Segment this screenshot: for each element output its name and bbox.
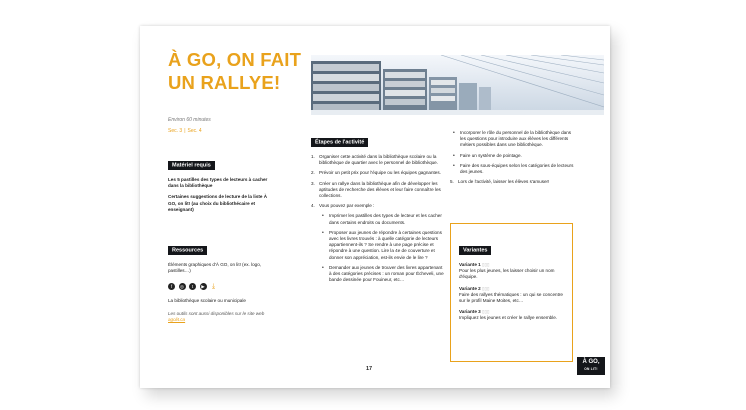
step-number: 3.	[311, 180, 315, 186]
download-icon[interactable]: ⤓	[211, 282, 216, 290]
step-number: 5.	[450, 179, 454, 185]
variant-title: Variante 3	[459, 309, 481, 315]
step-item	[311, 170, 445, 176]
variant-item	[459, 286, 567, 305]
twitter-icon[interactable]: t	[189, 283, 196, 290]
resources-label: Ressources	[168, 246, 207, 255]
page-number: 17	[366, 366, 373, 372]
variant-title: Variante 2	[459, 285, 481, 291]
level-tag: Sec. 4	[187, 128, 202, 134]
bullet: •	[453, 152, 455, 159]
logo-line: ON LIT!	[584, 367, 598, 371]
bullet: •	[322, 229, 324, 236]
step-number: 4.	[311, 203, 315, 209]
step-item	[450, 179, 574, 185]
bullet: •	[453, 162, 455, 169]
variant-text: Impliquez les jeunes et créer le rallye ensemble.	[459, 315, 558, 321]
steps-label: Étapes de l'activité	[311, 138, 368, 147]
bookmark-icon: ▯▯▯	[482, 309, 490, 315]
step-text: Vous pouvez par exemple :	[319, 203, 375, 209]
resource-item: La bibliothèque scolaire ou municipale	[168, 298, 246, 304]
steps-section	[311, 130, 445, 283]
sub-step-text: Imprimer les pastilles des types de lecteur et les cacher dans certains endroits ou documents.	[329, 213, 442, 225]
social-icons	[168, 277, 268, 295]
sub-step	[450, 130, 574, 149]
document-page	[140, 26, 610, 388]
bullet: •	[322, 264, 324, 271]
variant-text: Pour les plus jeunes, les laisser choisir un nom d'équipe.	[459, 268, 555, 280]
material-item: Certaines suggestions de lecture de la liste À GO, on lit! (au choix du bibliothécaire et enseignant)	[168, 194, 268, 212]
material-item: Les 5 pastilles des types de lecteurs à cacher dans la bibliothèque	[168, 177, 268, 189]
grade-levels	[168, 128, 202, 134]
activity-duration: Environ 60 minutes	[168, 117, 211, 123]
library-shelves-image	[311, 55, 604, 115]
bullet: •	[322, 213, 324, 220]
step-item	[311, 181, 445, 200]
variant-text: Faire des rallyes thématiques : un qui se concentre sur le profil Maine Moites, etc…	[459, 291, 563, 304]
sub-step	[450, 163, 574, 175]
variant-title: Variante 1	[459, 262, 481, 267]
instagram-icon[interactable]: ◎	[180, 283, 184, 289]
sub-step-text: Faire des sous-équipes selon les catégories de lecteurs des jeunes.	[460, 162, 574, 175]
step-text: Prévoir un petit prix pour l'équipe ou les équipes gagnantes.	[319, 170, 441, 176]
website-link[interactable]: agolit.ca	[168, 316, 186, 322]
sub-step	[319, 213, 445, 225]
variant-item	[459, 262, 567, 281]
sub-step	[319, 230, 445, 261]
sub-step-text: Proposer aux jeunes de répondre à certaines questions avec les livres trouvés : à quelle catégorie de lecteurs appartiennent-ils ? Se rendre à une page précise et répondre à une question. Lire la 4e de couverture et donner son appréciation, est-ils envie de le lire ?	[329, 229, 442, 260]
bullet: •	[453, 130, 455, 136]
materials-label: Matériel requis	[168, 161, 215, 170]
website-note-text: Les outils sont aussi disponibles sur le site web	[168, 310, 265, 316]
sub-step-text: Incorporer le rôle du personnel de la bibliothèque dans les questions pour introduire aux élèves les différents métiers possibles dans une bibliothèque.	[460, 130, 572, 148]
sub-step	[319, 265, 445, 284]
step-text: Organiser cette activité dans la bibliothèque scolaire ou la bibliothèque de quartier avec le personnel de bibliothèque.	[319, 154, 439, 166]
materials-section	[168, 153, 268, 213]
bookmark-icon: ▯▯▯	[482, 262, 490, 267]
step-number: 1.	[311, 154, 315, 159]
level-separator: |	[184, 128, 186, 134]
variants-label: Variantes	[459, 246, 491, 255]
level-tag: Sec. 3	[168, 128, 183, 134]
sub-step-text: Faire un système de pointage.	[460, 152, 522, 158]
resources-section	[168, 238, 268, 323]
variants-box	[450, 223, 573, 362]
library-photo	[311, 55, 604, 115]
step-text: Lors de l'activité, laisser les élèves s'amuser!	[458, 179, 550, 185]
website-note	[168, 311, 268, 323]
logo-line: À GO,	[582, 359, 600, 365]
step-text: Créer un rallye dans la bibliothèque afin de développer les aptitudes de recherche des élèves et leur faire connaître les collections.	[319, 180, 441, 199]
step-number: 2.	[311, 170, 315, 176]
bookmark-icon: ▯▯▯	[482, 285, 490, 291]
page-title: À GO, ON FAIT UN RALLYE!	[168, 49, 302, 93]
variant-item	[459, 309, 567, 321]
youtube-icon[interactable]: ▶	[201, 283, 205, 289]
step-item	[311, 154, 445, 166]
step-item	[311, 203, 445, 209]
resource-item: Éléments graphiques d'À GO, on lit! (ex. logo, pastilles…)	[168, 262, 262, 274]
facebook-icon[interactable]: f	[168, 283, 175, 290]
sub-step	[450, 153, 574, 159]
steps-continued	[450, 130, 574, 185]
ago-logo	[577, 357, 605, 375]
sub-step-text: Demander aux jeunes de trouver des livres appartenant à des catégories précises : un roman pour Écheveli, une bande dessinée pour Fouineur, etc…	[329, 264, 444, 283]
